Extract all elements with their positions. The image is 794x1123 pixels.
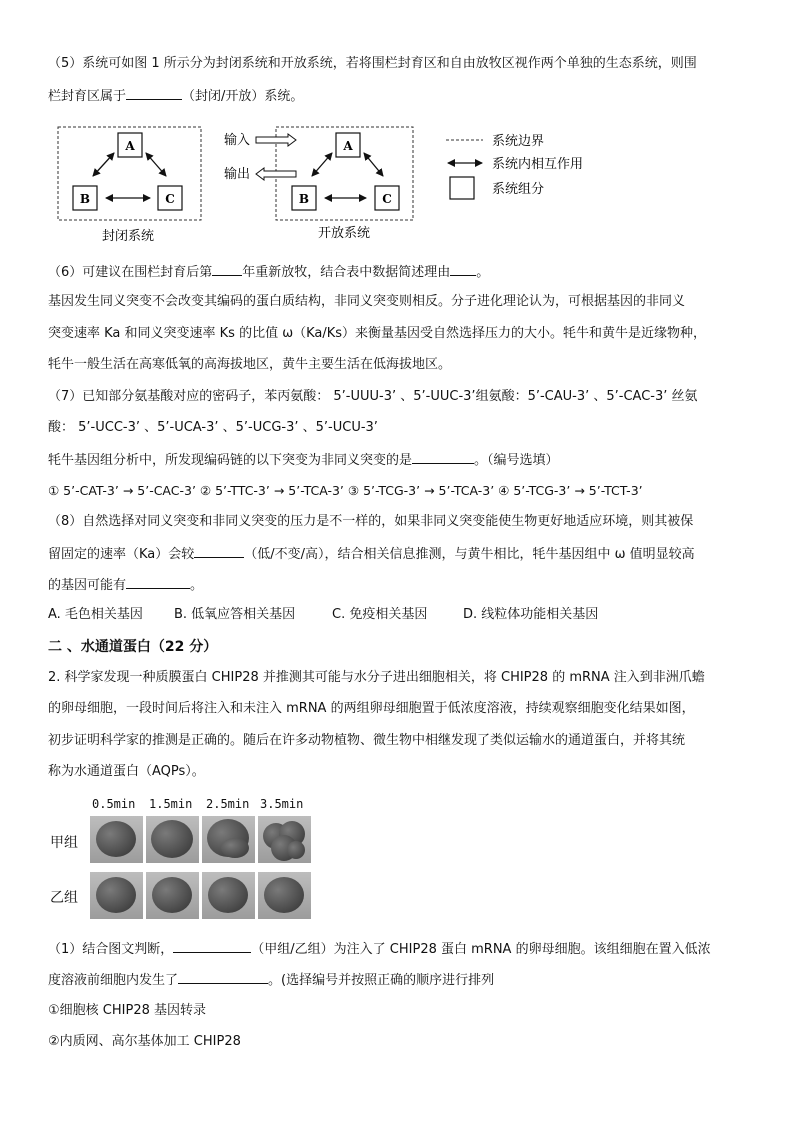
closed-arrow-ac (146, 153, 166, 176)
q8-option-d: D. 线粒体功能相关基因 (463, 607, 599, 622)
q5-line2-end: （封闭/开放）系统。 (182, 89, 304, 104)
q2-line1: 2. 科学家发现一种质膜蛋白 CHIP28 并推测其可能与水分子进出细胞相关，将 CHIP28 的 mRNA 注入到非洲爪蟾 (48, 670, 705, 685)
time-label: 3.5min (260, 797, 304, 811)
q2-line2: 的卵母细胞，一段时间后将注入和未注入 mRNA 的两组卵母细胞置于低浓度溶液，持续观察细胞变化结果如图， (48, 701, 695, 716)
q2-1-line2-start: 度溶液前细胞内发生了 (48, 973, 179, 988)
para-line2: 突变速率 Ka 和同义突变速率 Ks 的比值 ω（Ka/Ks）来衡量基因受自然选择压力的大小。牦牛和黄牛是近缘物种， (48, 326, 707, 341)
time-label: 1.5min (149, 797, 193, 811)
q8-line3 (48, 575, 203, 596)
open-node-a: A (343, 139, 353, 153)
open-node-c: C (382, 192, 392, 206)
q2-line4: 称为水通道蛋白（AQPs）。 (48, 764, 205, 779)
q7-line3-start: 牦牛基因组分析中，所发现编码链的以下突变为非同义突变的是 (48, 453, 413, 468)
closed-node-c: C (165, 192, 175, 206)
q2-1-line1 (48, 939, 711, 960)
para-line3: 牦牛一般生活在高寒低氧的高海拔地区，黄牛主要生活在低海拔地区。 (48, 357, 452, 372)
q8-line3-start: 的基因可能有 (48, 578, 127, 593)
open-node-b: B (298, 192, 310, 206)
q8-line3-end: 。 (190, 578, 204, 593)
para-line1: 基因发生同义突变不会改变其编码的蛋白质结构，非同义突变则相反。分子进化理论认为，可根据基因的非同义 (48, 294, 686, 309)
oocyte-cell (90, 816, 143, 863)
closed-system-label: 封闭系统 (101, 229, 155, 244)
q2-1-option-2: ②内质网、高尔基体加工 CHIP28 (48, 1034, 241, 1049)
answer-blank (194, 544, 244, 558)
answer-blank (412, 450, 474, 464)
legend-interaction-text: 系统内相互作用 (492, 157, 584, 172)
q7-options: ① 5’-CAT-3’ → 5’-CAC-3’ ② 5’-TTC-3’ → 5’-TCA-3’ ③ 5’-TCG-3’ → 5’-TCA-3’ ④ 5’-TCG-3’ → 5’-TCT-3’ (48, 483, 643, 498)
oocyte-cell (146, 872, 199, 919)
q8-option-c: C. 免疫相关基因 (332, 607, 428, 622)
q7-line3 (48, 450, 559, 471)
answer-blank (178, 970, 268, 984)
q6-text-a: （6）可建议在围栏封育后第 (48, 265, 213, 280)
q2-line3: 初步证明科学家的推测是正确的。随后在许多动物植物、微生物中相继发现了类似运输水的通道蛋白，并将其统 (48, 733, 686, 748)
answer-blank (173, 939, 251, 953)
oocyte-cell (258, 816, 311, 863)
q5-line2 (48, 86, 303, 107)
closed-system (58, 127, 201, 220)
oocyte-cell (146, 816, 199, 863)
q8-line1: （8）自然选择对同义突变和非同义突变的压力是不一样的，如果非同义突变能使生物更好地适应环境，则其被保 (48, 514, 694, 529)
q8-line2-start: 留固定的速率（Ka）会较 (48, 547, 195, 562)
open-arrow-ab (312, 153, 332, 176)
q2-1-line2 (48, 970, 494, 991)
closed-node-a: A (125, 139, 135, 153)
q2-1-line1-end: （甲组/乙组）为注入了 CHIP28 蛋白 mRNA 的卵母细胞。该组细胞在置入低浓 (251, 942, 711, 957)
row-label-jia: 甲组 (50, 835, 78, 851)
open-arrow-ac (364, 153, 383, 176)
q7-line3-end: 。（编号选填） (474, 453, 559, 468)
output-label: 输出 (224, 167, 251, 182)
q8-option-b: B. 低氧应答相关基因 (174, 607, 296, 622)
legend (446, 133, 583, 199)
q7-line1: （7）已知部分氨基酸对应的密码子，苯丙氨酸： 5’-UUU-3’ 、5’-UUC-3’组氨酸：5’-CAU-3’ 、5’-CAC-3’ 丝氨 (48, 389, 698, 404)
open-system (276, 127, 413, 220)
q2-1-line1-start: （1）结合图文判断， (48, 942, 174, 957)
answer-blank (450, 262, 476, 276)
input-label: 输入 (224, 133, 251, 148)
oocyte-cell (258, 872, 311, 919)
q2-1-option-1: ①细胞核 CHIP28 基因转录 (48, 1003, 206, 1018)
q5-line1: （5）系统可如图 1 所示分为封闭系统和开放系统，若将围栏封育区和自由放牧区视作两个单独的生态系统，则围 (48, 56, 697, 71)
oocyte-cell (90, 872, 143, 919)
section-title: 二 、水通道蛋白（22 分） (48, 639, 218, 655)
legend-boundary-text: 系统边界 (492, 134, 545, 149)
q8-line2 (48, 544, 695, 565)
q6-text-c: 。 (476, 265, 490, 280)
oocyte-cell (202, 816, 255, 863)
q2-1-line2-end: 。(选择编号并按照正确的顺序进行排列 (268, 973, 495, 988)
answer-blank (126, 575, 190, 589)
answer-blank (212, 262, 242, 276)
time-label: 0.5min (92, 797, 136, 811)
q8-option-a: A. 毛色相关基因 (48, 607, 143, 622)
time-label: 2.5min (206, 797, 250, 811)
q6-text-b: 年重新放牧，结合表中数据简述理由 (242, 265, 451, 280)
system-diagram (48, 120, 608, 250)
oocyte-cell (202, 872, 255, 919)
legend-component-icon (450, 177, 474, 199)
legend-component-text: 系统组分 (492, 182, 545, 197)
open-system-label: 开放系统 (317, 226, 371, 241)
q5-line2-start: 栏封育区属于 (48, 89, 127, 104)
q6-line (48, 262, 489, 283)
q7-line2: 酸： 5’-UCC-3’ 、5’-UCA-3’ 、5’-UCG-3’ 、5’-UCU-3’ (48, 420, 378, 435)
row-label-yi: 乙组 (50, 890, 78, 906)
q8-line2-end: （低/不变/高），结合相关信息推测，与黄牛相比，牦牛基因组中 ω 值明显较高 (244, 547, 695, 562)
closed-arrow-ab (93, 153, 114, 176)
answer-blank (126, 86, 182, 100)
closed-node-b: B (79, 192, 91, 206)
